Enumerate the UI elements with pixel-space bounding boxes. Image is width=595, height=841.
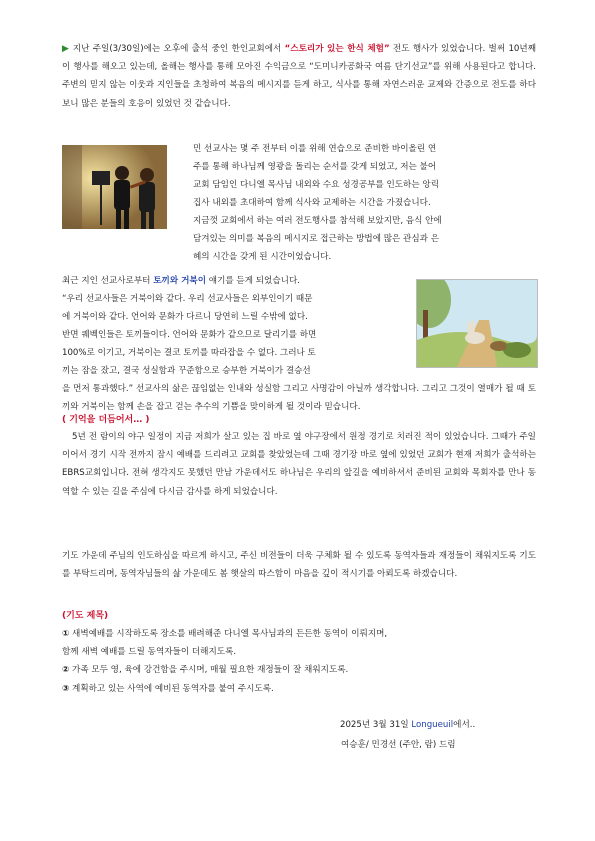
p3-text: 얘기를 듣게 되었습니다. — [206, 276, 300, 286]
memory-heading: ( 기억을 더듬어서… ) — [62, 415, 150, 425]
prayer-heading: (기도 제목) — [62, 611, 109, 621]
story-title: 토끼와 거북이 — [153, 276, 207, 286]
prayer-number: ③ — [62, 684, 70, 694]
prayer-item — [62, 625, 387, 643]
prayer-item — [62, 643, 236, 661]
prayer-number: ② — [62, 665, 70, 675]
p3-text: 최근 지인 선교사로부터 — [62, 276, 154, 286]
p3-line — [62, 272, 412, 290]
prayer-text: 가족 모두 영, 육에 강건함을 주시며, 매월 필요한 재정들이 잘 채워지도록. — [72, 665, 349, 675]
prayer-text: 새벽예배를 시작하도록 장소를 배려해준 다니엘 목사님과의 든든한 동역이 이뤄지며, — [72, 629, 388, 639]
p3-line: 반면 퀘벡인들은 토끼들이다. 언어와 문화가 같으므로 달리기를 하면 — [62, 330, 317, 340]
p2-line: 민 선교사는 몇 주 전부터 이를 위해 연습으로 준비한 바이올린 연 — [193, 144, 437, 154]
p3-line: 100%로 이기고, 거북이는 결코 토끼를 따라잡을 수 없다. 그러나 토 — [62, 348, 316, 358]
prayer-item — [62, 680, 274, 698]
prayer-text: 계획하고 있는 사역에 예비된 동역자를 붙여 주시도록. — [72, 684, 274, 694]
intro-paragraph — [62, 40, 536, 113]
p2-line: 담겨있는 의미를 복음의 메시지로 접근하는 방법에 많은 관심과 은 — [193, 234, 439, 244]
prayer-text: 함께 새벽 예배를 드릴 동역자들이 더해지도록. — [62, 647, 237, 657]
intro-text-a: 지난 주일(3/30일)에는 오후에 출석 중인 한인교회에서 — [72, 44, 285, 54]
intro-text-b: 전도 행사가 있었습니다. 벌써 10년째 이 행사를 해오고 있는데, 올해는 행사를 통해 모아진 수익금으로 “도미니카공화국 여름 단기선교”를 위해 사용된다고 합니다. 주변의 믿지 않는 이웃과 지인들을 초청하여 복음의 메시지를 듣게 하고, 식사를 통해 자연스러운 교제와 간증으로 전도를 하다 보니 많은 분들의 호응이 있었던 것 같습니다. — [62, 44, 537, 109]
tortoise-and-hare-illustration — [416, 279, 538, 368]
p2-line: 지금껏 교회에서 하는 여러 전도행사를 참석해 보았지만, 음식 안에 — [193, 216, 442, 226]
p3-rest: 을 먼저 통과했다.” 선교사의 삶은 끊임없는 인내와 성실함 그리고 사명감이 아닐까 생각합니다. 그리고 그것이 열매가 될 때 토끼와 거북이는 함께 손을 잡고 걷는 추수의 기쁨을 맞이하게 될 것이라 믿습니다. — [62, 384, 536, 413]
date-text: 2025년 3월 31일 — [340, 720, 412, 730]
p3-line: “우리 선교사들은 거북이와 같다. 우리 선교사들은 외부인이기 때문 — [62, 294, 313, 304]
p2-line: 집사 내외를 초대하여 함께 식사와 교제하는 시간을 가졌습니다. — [193, 198, 431, 208]
p2-line: 교회 담임인 다니엘 목사님 내외와 수요 성경공부를 인도하는 앙릭 — [193, 180, 439, 190]
event-name: “스토리가 있는 한식 체험” — [284, 44, 390, 54]
p2-line: 혜의 시간을 갖게 된 시간이었습니다. — [193, 252, 332, 262]
prayer-number: ① — [62, 629, 70, 639]
place-name: Longueuil — [411, 720, 454, 730]
prayer-item — [62, 661, 348, 679]
p3-line: 끼는 잠을 잤고, 결국 성실함과 꾸준함으로 승부한 거북이가 결승선 — [62, 366, 311, 376]
p2-line: 주를 통해 하나님께 영광을 돌리는 순서를 갖게 되었고, 저는 불어 — [193, 162, 437, 172]
p3-line: 에 거북이와 같다. 언어와 문화가 다르니 당연히 느릴 수밖에 없다. — [62, 312, 308, 322]
signature-names: 여승훈/ 민경선 (주안, 람) 드림 — [341, 740, 456, 750]
place-suffix: 에서.. — [453, 720, 476, 730]
request-paragraph: 기도 가운데 주님의 인도하심을 따르게 하시고, 주신 비전들이 더욱 구체화 될 수 있도록 동역자들과 재정들이 채워지도록 기도를 부탁드리며, 동역자님들의 삶 가운데도 봄 햇살의 따스함이 마음을 깊이 적시기를 아뢰도록 하겠습니다. — [62, 551, 536, 580]
memory-paragraph: 5년 전 람이의 야구 일정이 지금 저희가 살고 있는 집 바로 옆 야구장에서 원정 경기로 치러진 적이 있었습니다. 그때가 주일이어서 경기 시작 전까지 잠시 예배를 드리려고 교회를 찾았었는데 그때 경기장 바로 옆에 있었던 교회가 현재 저희가 출석하는 EBRS교회입니다. 전혀 생각지도 못했던 만남 가운데서도 하나님은 우리의 앞길을 예비하셔서 준비된 교회와 목회자를 만나 동역할 수 있는 길을 주심에 다시금 감사를 하게 되었습니다. — [62, 432, 536, 497]
play-marker-icon: ▶ — [62, 44, 70, 54]
violin-performance-photo — [62, 145, 167, 229]
signature-date — [340, 718, 475, 730]
